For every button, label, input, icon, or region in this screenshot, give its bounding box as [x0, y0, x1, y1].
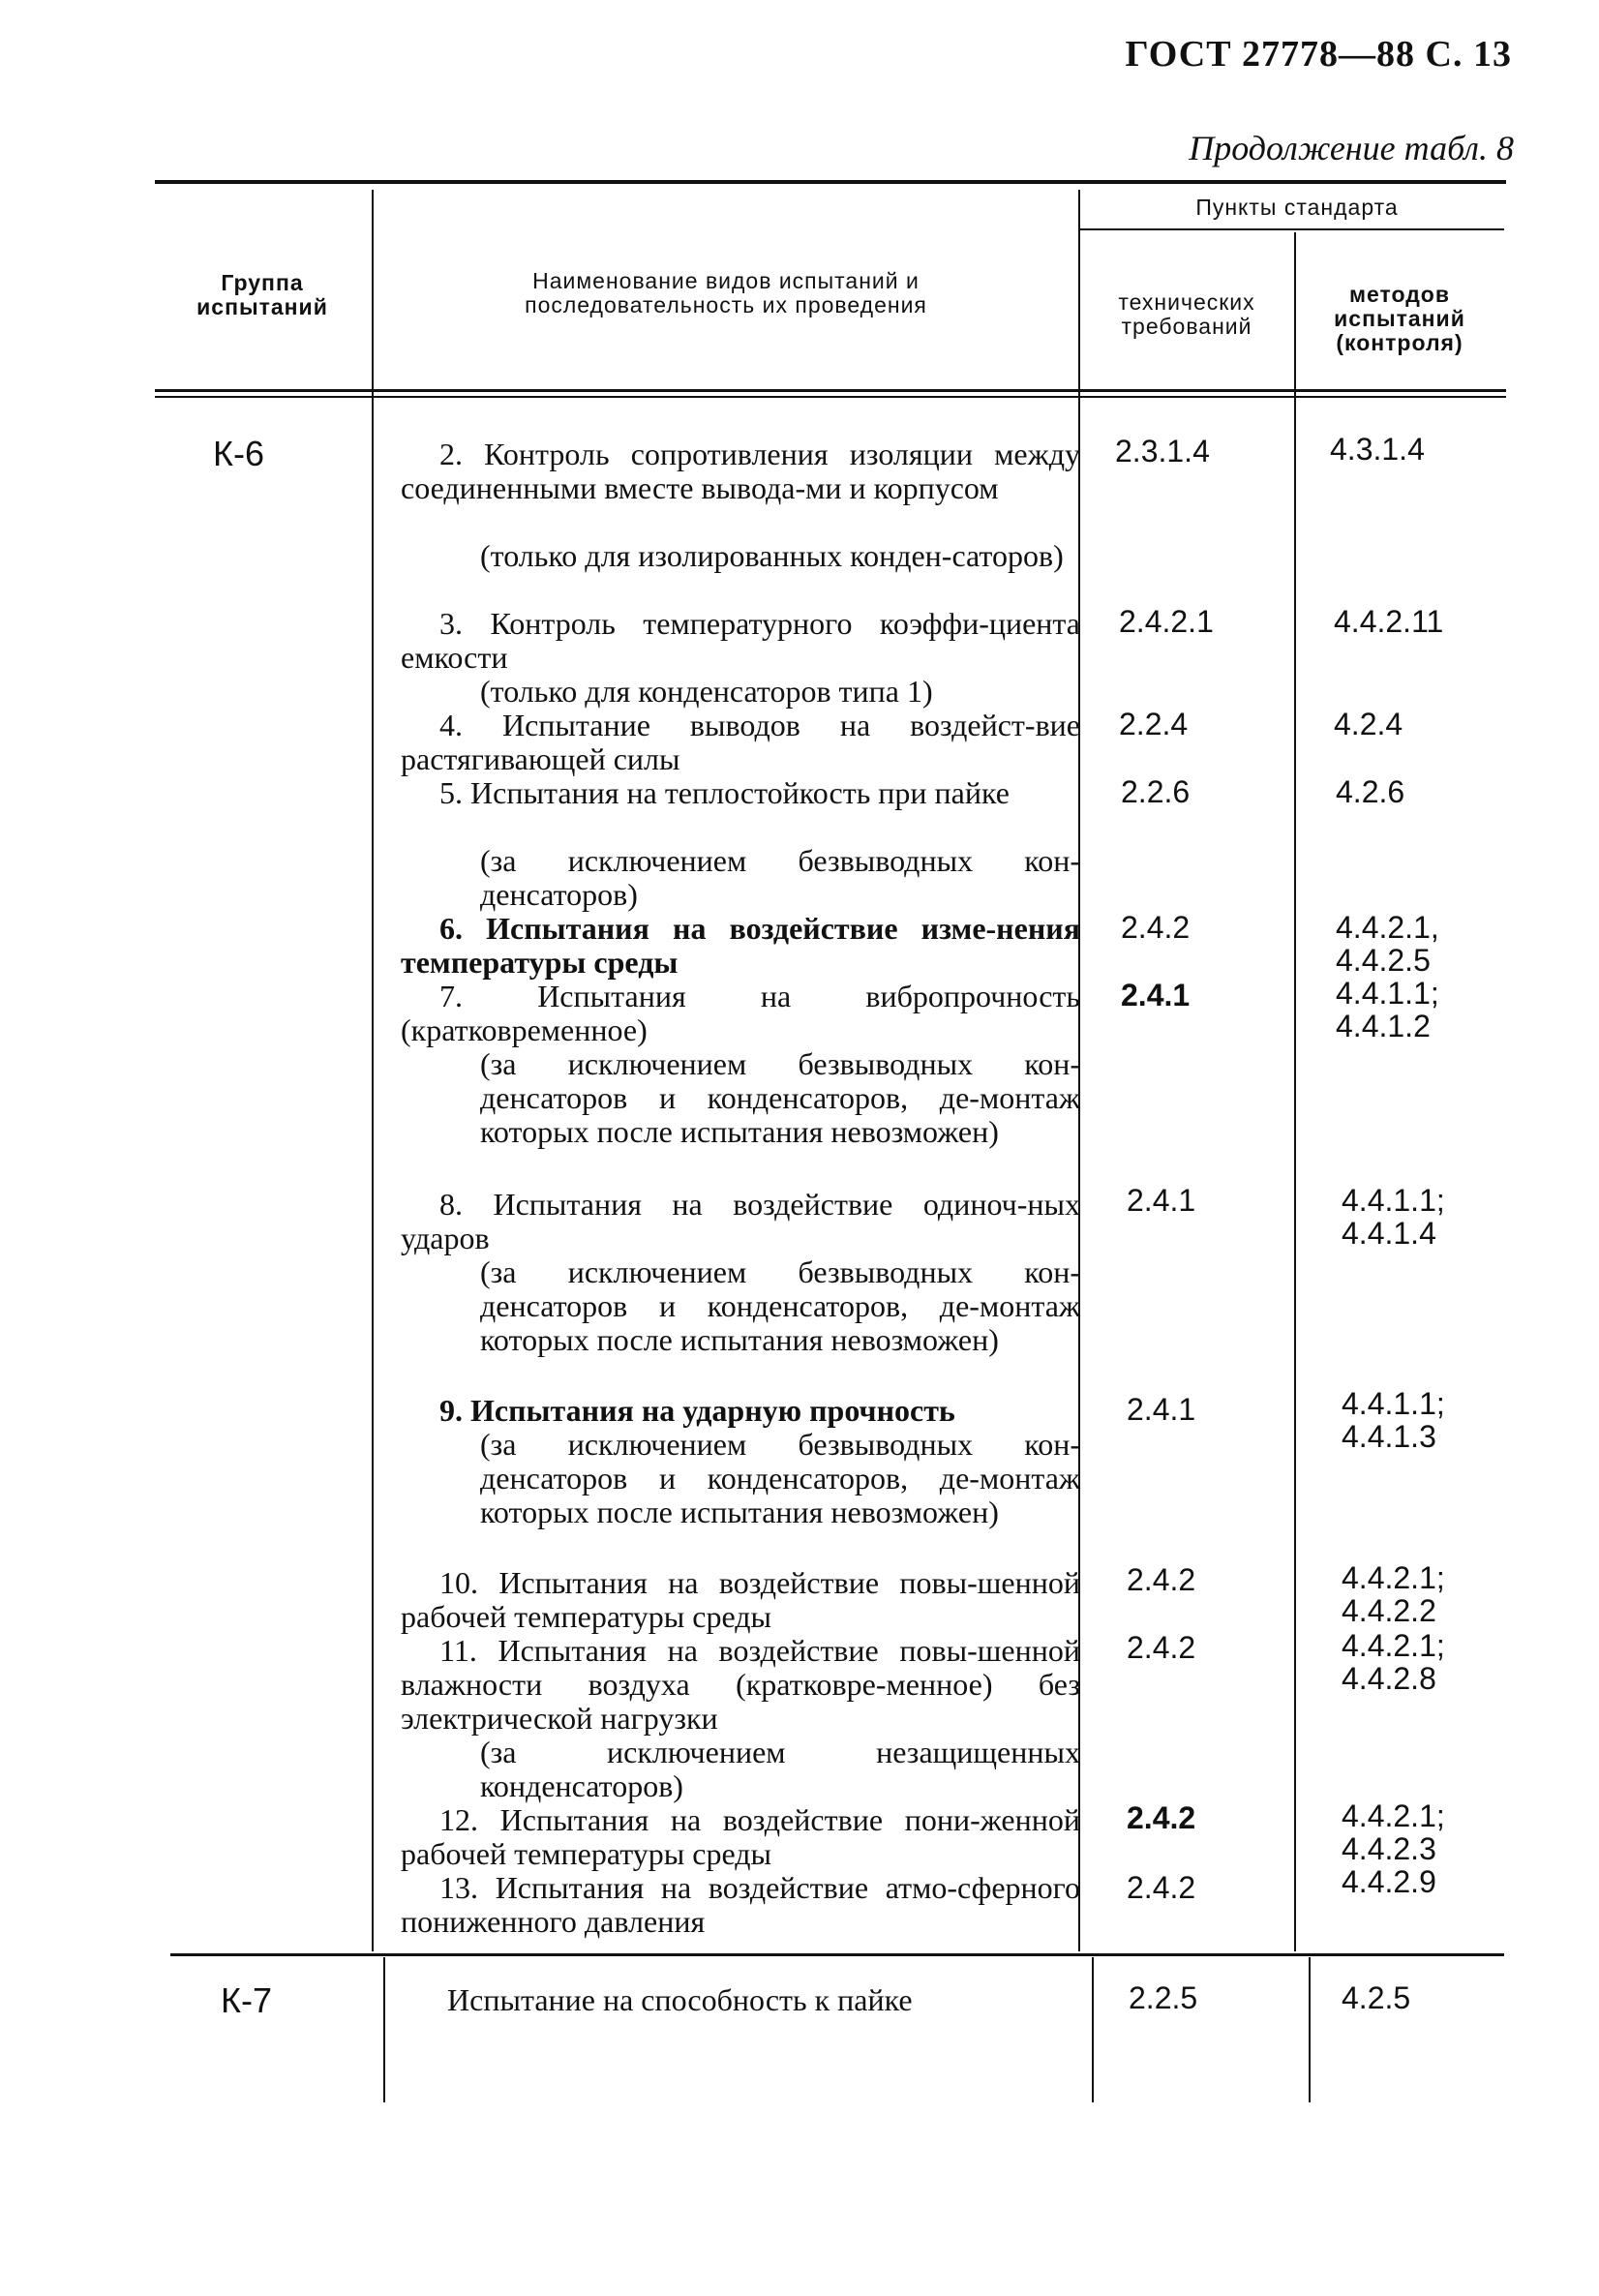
k6-row-note: (за исключением незащищенных конденсаторов) [480, 1735, 1080, 1803]
k6-row-text: 13. Испытания на воздействие атмо-сферного пониженного давления [401, 1870, 1080, 1939]
k6-row-text: 3. Контроль температурного коэффи-циента емкости [401, 606, 1080, 675]
k6-row-note: (за исключением безвыводных кон-денсаторов и конденсаторов, де-монтаж которых после испытания невозможен) [480, 1427, 1080, 1529]
header-group: Группа испытаний [196, 270, 328, 319]
table-top-rule [155, 180, 1506, 184]
header-test-methods: методов испытаний (контроля) [1334, 282, 1465, 355]
header-test-name: Наименование видов испытаний и последовательность их проведения [525, 268, 927, 317]
k6-row-tech: 2.4.1 [1127, 1392, 1196, 1427]
k6-row-method: 4.4.1.3 [1342, 1419, 1436, 1454]
k6-row-tech: 2.4.2 [1127, 1870, 1196, 1905]
k6-row-method: 4.4.2.11 [1334, 604, 1444, 639]
k6-row-method: 4.4.1.1; [1342, 1183, 1445, 1218]
page-header-title: ГОСТ 27778—88 С. 13 [1125, 34, 1512, 75]
k7-row-method: 4.2.5 [1342, 1980, 1411, 2015]
table-continuation-label: Продолжение табл. 8 [1189, 129, 1514, 167]
k7-row-tech: 2.2.5 [1129, 1980, 1198, 2015]
k6-row-method: 4.4.2.5 [1336, 943, 1431, 978]
col-divider-group-k7 [383, 1957, 385, 2102]
k6-row-tech: 2.4.2 [1127, 1562, 1196, 1597]
col-divider-tech-k7 [1309, 1957, 1311, 2102]
header-bottom-rule-2 [155, 396, 1506, 398]
k6-row-tech: 2.4.2.1 [1119, 604, 1214, 639]
k6-row-method: 4.4.1.2 [1336, 1009, 1431, 1043]
k6-row-note: (за исключением безвыводных кон-денсаторов и конденсаторов, де-монтаж которых после испытания невозможен) [480, 1046, 1080, 1149]
col-divider-name-k7 [1092, 1957, 1094, 2102]
k6-row-tech: 2.4.2 [1127, 1800, 1196, 1835]
header-tech-requirements: технических требований [1118, 289, 1255, 339]
header-points: Пункты стандарта [1195, 195, 1399, 220]
k6-row-method: 4.4.2.1; [1342, 1798, 1445, 1833]
k6-row-method: 4.4.1.4 [1342, 1216, 1436, 1251]
k6-row-tech: 2.4.1 [1121, 978, 1191, 1012]
k6-row-method: 4.4.2.2 [1342, 1593, 1436, 1628]
k6-k7-divider [170, 1953, 1504, 1956]
k6-row-method: 4.2.4 [1334, 707, 1403, 741]
group-k6: К-6 [213, 434, 264, 473]
header-bottom-rule [155, 389, 1506, 392]
col-divider-tech [1294, 232, 1296, 1951]
k6-row-tech: 2.2.4 [1119, 707, 1189, 741]
k6-row-method: 4.4.2.1, [1336, 910, 1439, 945]
k6-row-text: 4. Испытание выводов на воздейст-вие растягивающей силы [401, 708, 1080, 776]
k6-row-text: 9. Испытания на ударную прочность [439, 1393, 955, 1428]
k6-row-method: 4.2.6 [1336, 774, 1405, 809]
k6-row-tech: 2.2.6 [1121, 774, 1191, 809]
k6-row-method: 4.4.2.8 [1342, 1661, 1436, 1696]
k6-row-tech: 2.4.2 [1127, 1630, 1196, 1665]
group-k7: К-7 [221, 1980, 272, 2020]
k6-row-text: 11. Испытания на воздействие повы-шенной влажности воздуха (кратковре-менное) без электрической нагрузки [401, 1633, 1080, 1736]
points-subheader-rule [1078, 228, 1504, 230]
k6-row-method: 4.4.2.9 [1342, 1864, 1436, 1899]
k6-row-tech: 2.4.1 [1127, 1183, 1196, 1218]
k6-row-note: (за исключением безвыводных кон-денсаторов) [480, 843, 1080, 912]
k6-row-tech: 2.3.1.4 [1115, 434, 1210, 468]
k6-row-note: (только для изолированных конден-саторов) [480, 538, 1064, 573]
col-divider-group [372, 190, 374, 1951]
k6-row-text: 2. Контроль сопротивления изоляции между соединенными вместе вывода-ми и корпусом [401, 437, 1080, 505]
k6-row-method: 4.4.1.1; [1336, 976, 1439, 1011]
k6-row-text: 6. Испытания на воздействие изме-нения температуры среды [401, 911, 1080, 980]
k7-row-text: Испытание на способность к пайке [447, 1982, 913, 2017]
k6-row-note: (за исключением безвыводных кон-денсаторов и конденсаторов, де-монтаж которых после испытания невозможен) [480, 1254, 1080, 1357]
k6-row-text: 7. Испытания на вибропрочность (кратковременное) [401, 979, 1080, 1047]
k6-row-text: 10. Испытания на воздействие повы-шенной рабочей температуры среды [401, 1565, 1080, 1634]
k6-row-text: 5. Испытания на теплостойкость при пайке [439, 775, 1010, 810]
k6-row-text: 12. Испытания на воздействие пони-женной рабочей температуры среды [401, 1802, 1080, 1871]
k6-row-note: (только для конденсаторов типа 1) [480, 674, 933, 709]
k6-row-method: 4.4.1.1; [1342, 1386, 1445, 1421]
k6-row-tech: 2.4.2 [1121, 910, 1191, 945]
k6-row-text: 8. Испытания на воздействие одиноч-ных ударов [401, 1187, 1080, 1255]
k6-row-method: 4.4.2.3 [1342, 1831, 1436, 1866]
k6-row-method: 4.4.2.1; [1342, 1628, 1445, 1663]
k6-row-method: 4.4.2.1; [1342, 1560, 1445, 1595]
k6-row-method: 4.3.1.4 [1330, 432, 1425, 467]
